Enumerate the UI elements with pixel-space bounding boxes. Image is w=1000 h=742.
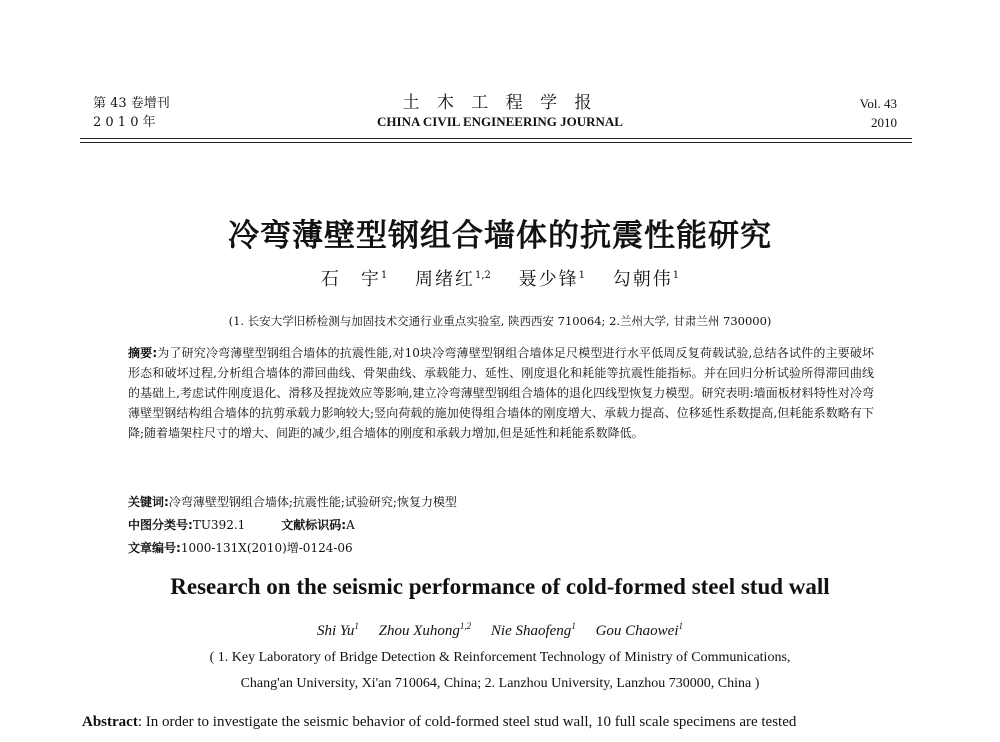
- author-cn: 勾朝伟$^1$: [612, 269, 680, 290]
- year-en: 2010: [871, 115, 897, 130]
- author-en: Gou Chaowei$^1$: [595, 621, 683, 639]
- author-cn: 周绪红$^{1,2}$: [414, 269, 491, 290]
- article-number-value: 1000-131X(2010)增-0124-06: [180, 541, 353, 555]
- author-en: Shi Yu$^1$: [317, 621, 359, 639]
- article-number-label: 文章编号:: [128, 541, 181, 555]
- journal-name-block: [0, 92, 1000, 130]
- header-rule-bottom: [80, 142, 912, 143]
- abstract-cn-text: 为了研究冷弯薄壁型钢组合墙体的抗震性能,对10块冷弯薄壁型钢组合墙体足尺模型进行水平低周反复荷载试验,总结各试件的主要破坏形态和破坏过程,分析组合墙体的滞回曲线、骨架曲线、承载能力、延性、刚度退化和耗能等抗震性能指标。并在回归分析试验所得滞回曲线的基础上,考虑试件刚度退化、滑移及捏拢效应等影响,建立冷弯薄壁型钢组合墙体的退化四线型恢复力模型。研究表明:墙面板材料特性对冷弯薄壁型钢结构组合墙体的抗剪承载力影响较大;竖向荷载的施加使得组合墙体的刚度增大、承载力提高、位移延性系数提高,但耗能系数略有下降;随着墙架柱尺寸的增大、间距的减少,组合墙体的刚度和承载力增加,但是延性和耗能系数降低。: [128, 346, 874, 440]
- doc-code-label: 文献标识码:: [281, 518, 347, 532]
- abstract-en-text: : In order to investigate the seismic behavior of cold-formed steel stud wall, 10 full scale specimens are tested: [137, 714, 797, 730]
- affiliation-cn: (1. 长安大学旧桥检测与加固技术交通行业重点实验室, 陕西西安 710064; 2.兰州大学, 甘肃兰州 730000): [228, 314, 772, 328]
- authors-cn: [0, 265, 1000, 291]
- affiliation-en-line1: ( 1. Key Laboratory of Bridge Detection & Reinforcement Technology of Ministry of Communications,: [209, 650, 791, 665]
- clc-label: 中图分类号:: [128, 518, 193, 532]
- journal-name-cn: 土 木 工 程 学 报: [402, 93, 598, 113]
- abstract-en: [82, 711, 922, 733]
- author-cn: 石 宇$^1$: [320, 269, 388, 290]
- classification-line: [128, 516, 355, 533]
- clc-value: TU392.1: [192, 518, 246, 532]
- paper-title-en: Research on the seismic performance of cold-formed steel stud wall: [170, 574, 830, 599]
- journal-name-en: CHINA CIVIL ENGINEERING JOURNAL: [377, 114, 623, 129]
- volume-label: 第 43 卷增刊: [93, 96, 170, 111]
- author-en: Zhou Xuhong$^{1,2}$: [378, 621, 472, 639]
- journal-vol-year-en: [860, 94, 897, 132]
- abstract-cn-label: 摘要:: [128, 346, 158, 360]
- vol-en: Vol. 43: [859, 96, 897, 111]
- year-label: 2 0 1 0 年: [93, 115, 156, 130]
- keywords-cn: [128, 493, 457, 510]
- author-cn: 聂少锋$^1$: [518, 269, 585, 290]
- abstract-cn: [128, 343, 874, 443]
- paper-title-cn: 冷弯薄壁型钢组合墙体的抗震性能研究: [228, 218, 772, 254]
- authors-en: [0, 621, 1000, 640]
- header-rule-top: [80, 138, 912, 139]
- author-en: Nie Shaofeng$^1$: [490, 621, 576, 639]
- keywords-label: 关键词:: [128, 495, 169, 509]
- affiliation-en-line2: Chang'an University, Xi'an 710064, China; 2. Lanzhou University, Lanzhou 730000, China ): [240, 676, 760, 691]
- abstract-en-label: Abstract: [82, 714, 138, 730]
- keywords-text: 冷弯薄壁型钢组合墙体;抗震性能;试验研究;恢复力模型: [168, 495, 457, 509]
- article-number-line: [128, 539, 353, 556]
- doc-code-value: A: [346, 518, 355, 532]
